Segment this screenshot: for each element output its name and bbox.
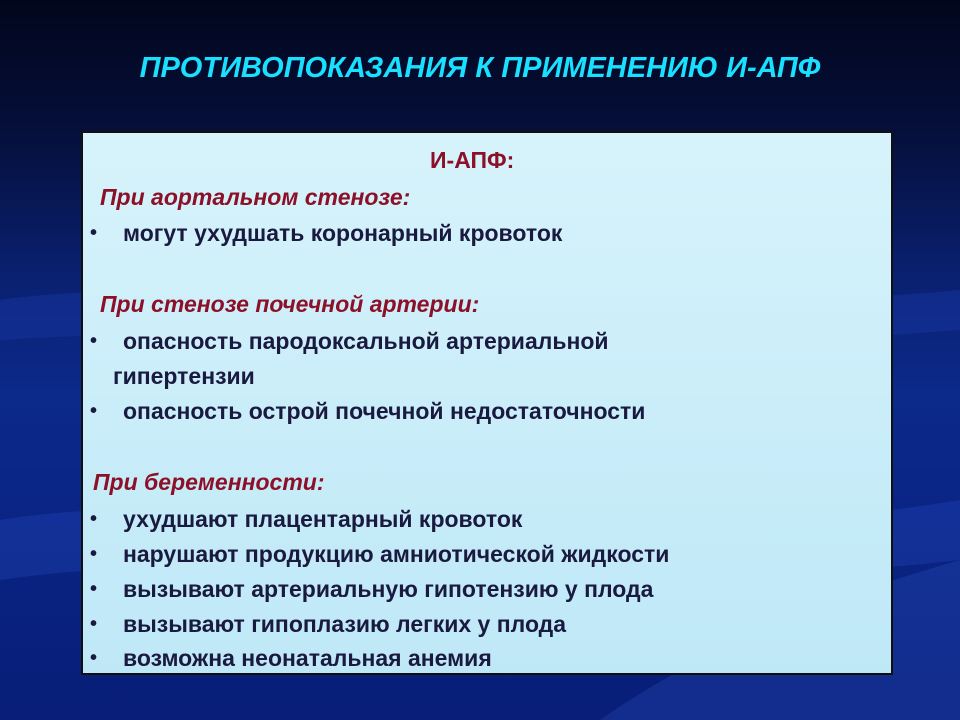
list-item: вызывают гипоплазию легких у плода	[123, 611, 567, 637]
bullet-icon: •	[90, 613, 98, 635]
list-item: опасность пародоксальной артериальной	[123, 328, 609, 354]
list-item: опасность острой почечной недостаточности	[123, 398, 646, 424]
bullet-icon: •	[90, 508, 98, 530]
bullet-icon: •	[90, 400, 98, 422]
list-item: вызывают артериальную гипотензию у плода	[123, 576, 654, 602]
bullet-icon: •	[90, 647, 98, 669]
section-aortic-stenosis-title: При аортальном стенозе:	[100, 184, 411, 210]
list-item: возможна неонатальная анемия	[123, 645, 492, 671]
bullet-icon: •	[90, 543, 98, 565]
list-item-continuation: гипертензии	[113, 363, 255, 389]
bullet-icon: •	[90, 330, 98, 352]
bullet-icon: •	[90, 222, 98, 244]
content-panel	[81, 131, 893, 675]
list-item: ухудшают плацентарный кровоток	[123, 506, 523, 532]
list-item: могут ухудшать коронарный кровоток	[123, 220, 563, 246]
section-renal-artery-title: При стенозе почечной артерии:	[100, 291, 480, 317]
panel-heading: И-АПФ:	[430, 147, 515, 173]
bullet-icon: •	[90, 578, 98, 600]
slide-title: ПРОТИВОПОКАЗАНИЯ К ПРИМЕНЕНИЮ И-АПФ	[139, 52, 821, 84]
section-pregnancy-title: При беременности:	[93, 469, 325, 495]
list-item: нарушают продукцию амниотической жидкости	[123, 541, 670, 567]
